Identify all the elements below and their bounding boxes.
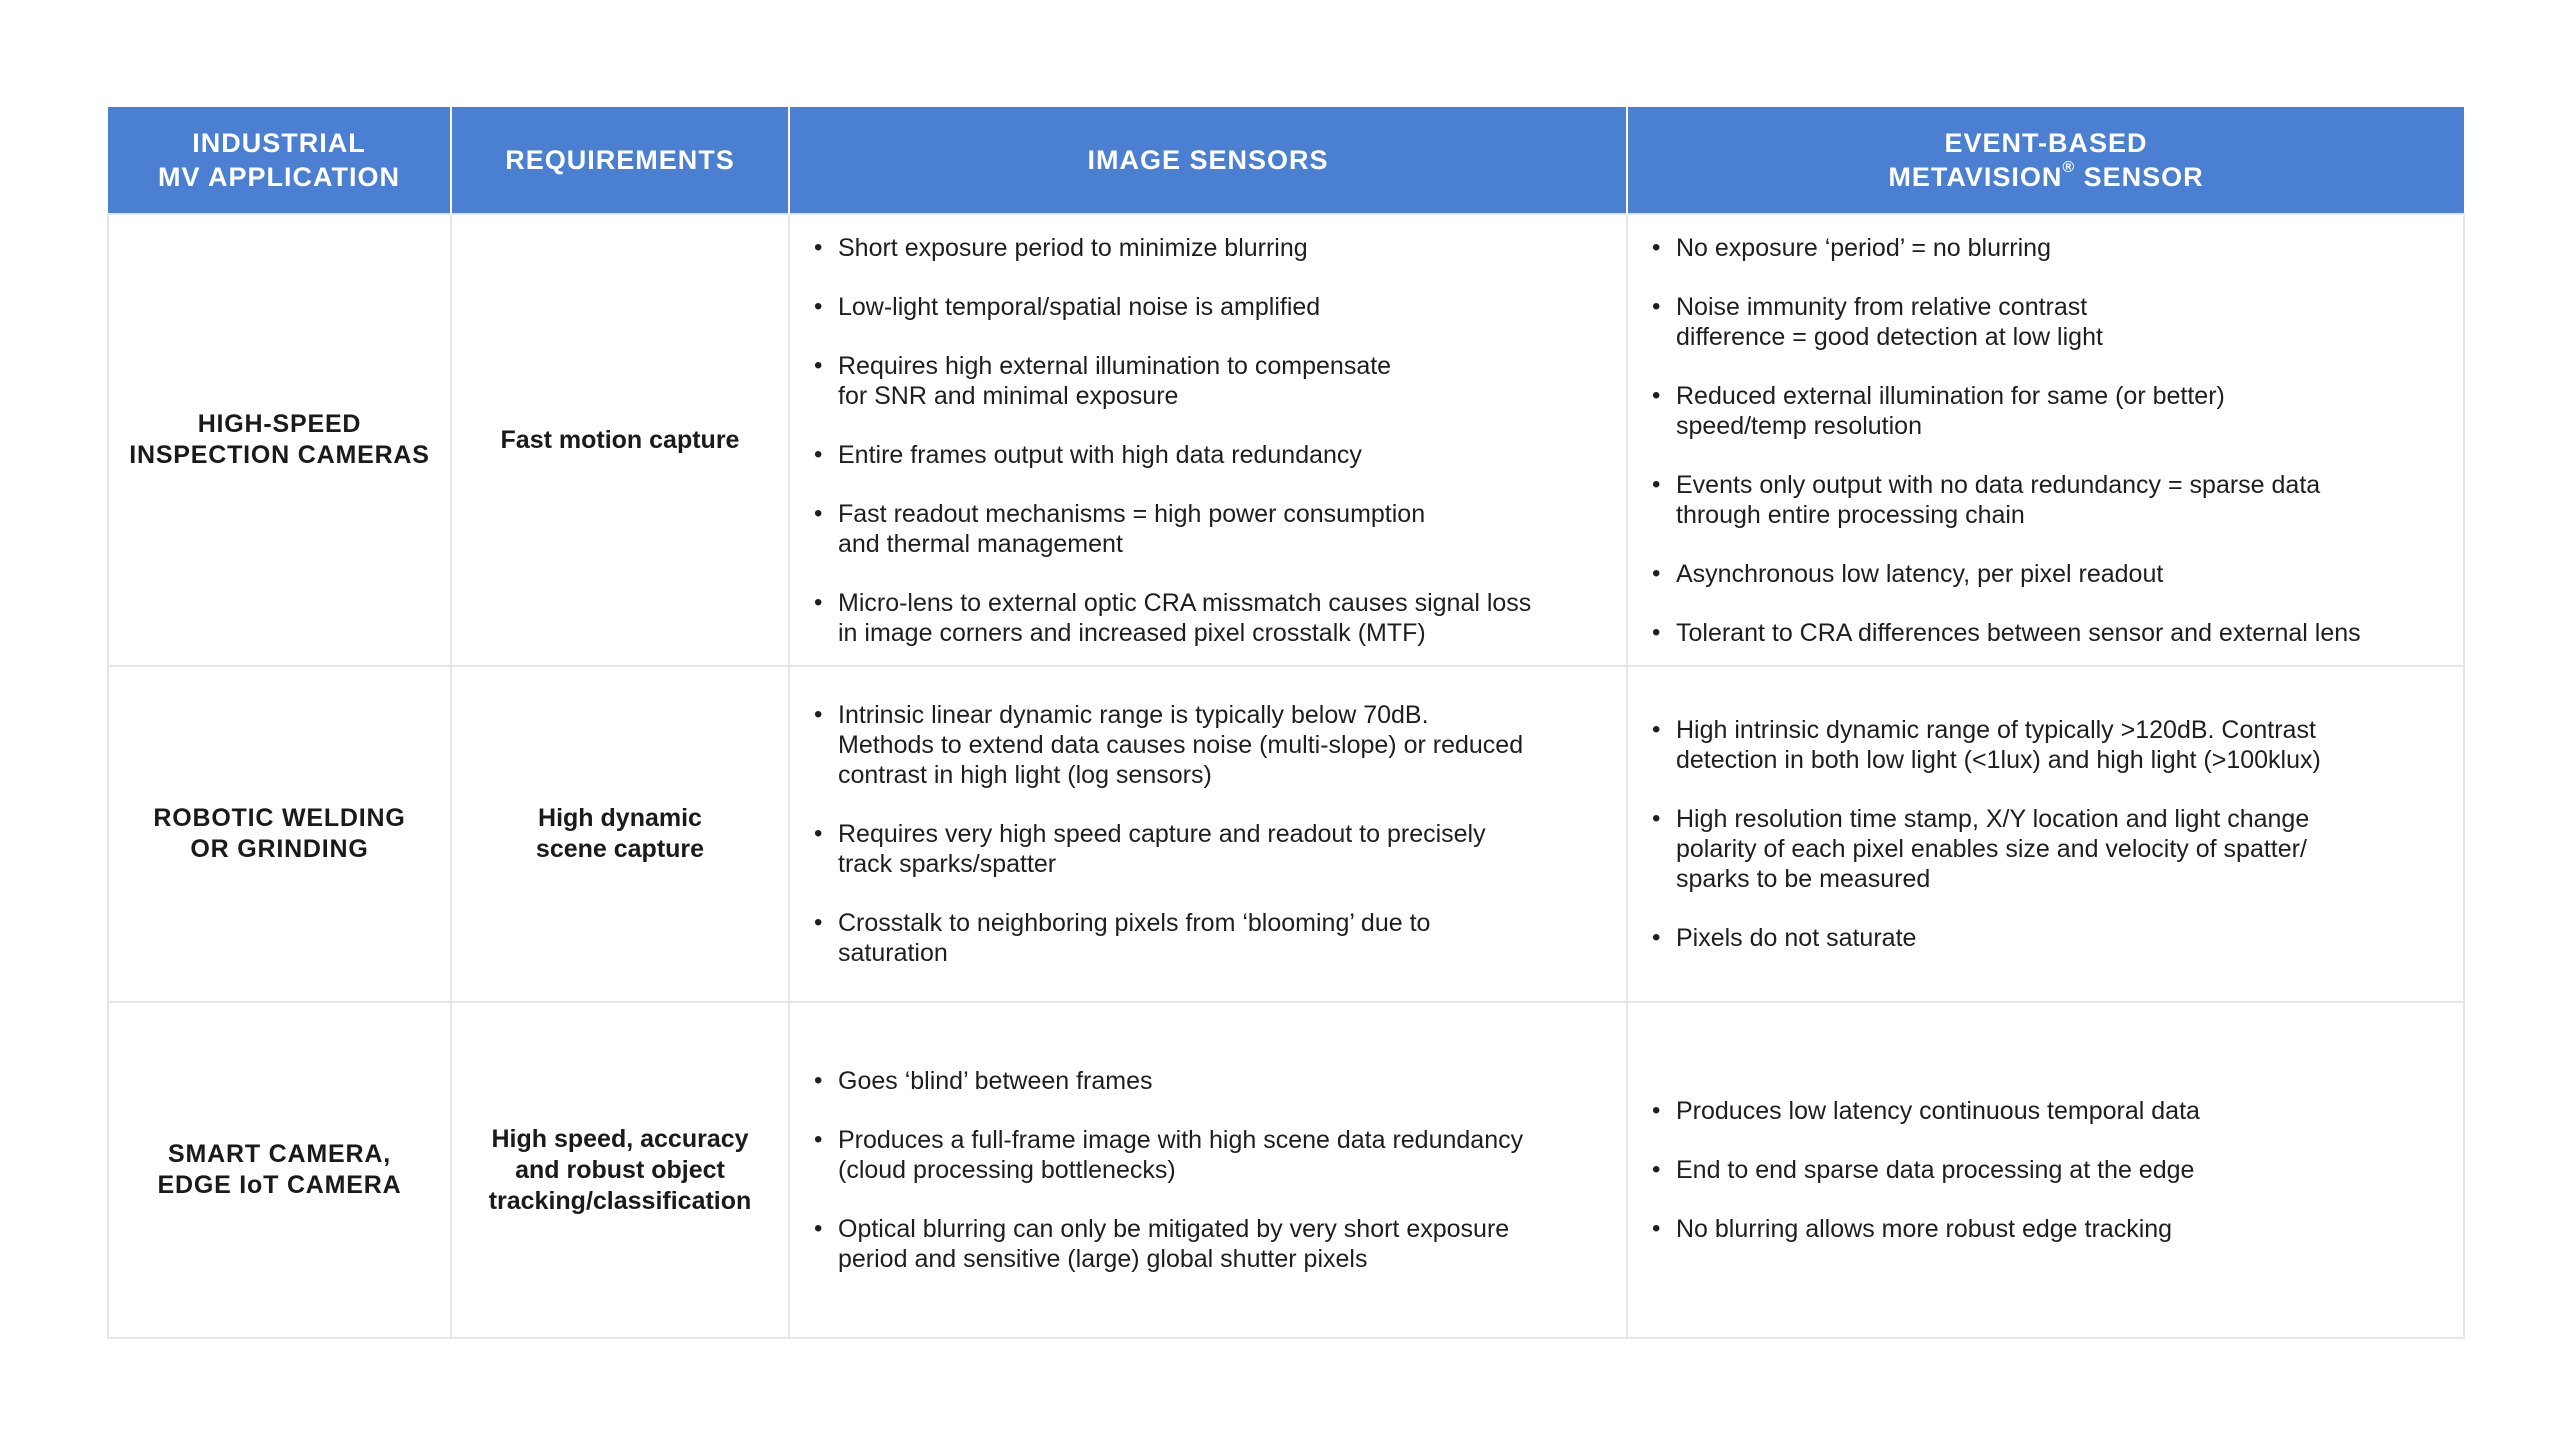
bullet-text-line: (cloud processing bottlenecks) [838,1156,1176,1184]
bullet-text-line: • Events only output with no data redundancy = sparse data [1676,470,2321,499]
bullet-text-line: speed/temp resolution [1676,411,1922,440]
bullet-item [1652,1214,2439,1244]
application-cell-line: EDGE IoT CAMERA [157,1171,402,1199]
bullet-item [1652,804,2439,894]
image-sensors-cell [789,666,1627,1002]
bullet-text-line: sparks to be measured [1676,865,1931,893]
table-header-row [108,107,2464,214]
header-application-line: INDUSTRIAL [192,128,366,158]
requirement-cell-line: tracking/classification [488,1186,752,1215]
application-cell-line: OR GRINDING [190,835,369,863]
header-application-line: MV APPLICATION [158,162,400,192]
bullet-item [1652,715,2439,775]
bullet-text-line: • Short exposure period to minimize blurring [838,233,1308,262]
bullet-text-line: • Tolerant to CRA differences between sensor and external lens [1676,618,2361,647]
bullet-text-line: • Produces a full-frame image with high scene data redundancy [838,1126,1524,1154]
bullet-text-line: • Produces low latency continuous temporal data [1676,1097,2200,1125]
bullet-item [814,292,1602,322]
requirement-cell [451,1002,789,1338]
bullet-item [814,351,1602,411]
table-row [108,666,2464,1002]
bullet-text-line: • Pixels do not saturate [1676,924,1917,952]
table-row [108,1002,2464,1338]
header-requirements [451,107,789,214]
bullet-text-line: track sparks/spatter [838,850,1057,878]
header-application [108,107,451,214]
bullet-text-line: saturation [838,939,948,967]
bullet-text-line: for SNR and minimal exposure [838,381,1179,410]
comparison-table [107,107,2465,1339]
event-sensor-cell-list [1652,1096,2439,1244]
application-cell-line: ROBOTIC WELDING [153,804,406,832]
event-sensor-cell [1627,666,2464,1002]
header-event-sensor-line [1644,160,2448,194]
application-cell [108,1002,451,1338]
header-sensor-word: SENSOR [2075,162,2204,192]
bullet-text-line: in image corners and increased pixel crosstalk (MTF) [838,618,1426,647]
comparison-table-container [107,107,2463,1339]
bullet-text-line: • Optical blurring can only be mitigated by very short exposure [838,1215,1510,1243]
header-event-sensor-line: EVENT-BASED [1944,128,2148,158]
application-cell-line: INSPECTION CAMERAS [129,441,430,469]
bullet-text-line: • Micro-lens to external optic CRA missmatch causes signal loss [838,588,1532,617]
bullet-item [814,1125,1602,1185]
application-cell-line: HIGH-SPEED [197,410,362,438]
application-cell [108,214,451,666]
requirement-cell-line: High dynamic [538,804,702,832]
bullet-text-line: • Low-light temporal/spatial noise is amplified [838,292,1321,321]
event-sensor-cell-list [1652,715,2439,953]
bullet-item [814,499,1602,559]
header-image-sensors [789,107,1627,214]
bullet-text-line: • Intrinsic linear dynamic range is typically below 70dB. [838,701,1429,729]
event-sensor-cell-list [1652,233,2439,648]
bullet-item [1652,1155,2439,1185]
bullet-item [814,819,1602,879]
requirement-cell [451,666,789,1002]
bullet-text-line: • Fast readout mechanisms = high power consumption [838,499,1426,528]
bullet-item [814,1066,1602,1096]
bullet-text-line: • No exposure ‘period’ = no blurring [1676,233,2051,262]
bullet-text-line: • High intrinsic dynamic range of typically >120dB. Contrast [1676,716,2316,744]
bullet-text-line: • Requires high external illumination to compensate [838,351,1392,380]
bullet-text-line: detection in both low light (<1lux) and high light (>100klux) [1676,746,2321,774]
bullet-item [814,588,1602,648]
bullet-item [1652,1096,2439,1126]
bullet-text-line: period and sensitive (large) global shutter pixels [838,1245,1368,1273]
bullet-item [1652,923,2439,953]
image-sensors-cell-list [814,233,1602,648]
header-image-sensors-label: IMAGE SENSORS [1087,145,1329,175]
bullet-text-line: • End to end sparse data processing at the edge [1676,1156,2195,1184]
bullet-text-line: contrast in high light (log sensors) [838,761,1212,789]
header-event-sensor [1627,107,2464,214]
bullet-text-line: through entire processing chain [1676,500,2025,529]
bullet-text-line: polarity of each pixel enables size and velocity of spatter/ [1676,835,2307,863]
bullet-item [1652,292,2439,352]
requirement-cell-line: High speed, accuracy [491,1124,749,1153]
bullet-text-line: • Requires very high speed capture and readout to precisely [838,820,1486,848]
bullet-text-line: • Goes ‘blind’ between frames [838,1067,1153,1095]
bullet-item [1652,618,2439,648]
requirement-cell-line: scene capture [535,835,705,863]
bullet-item [1652,233,2439,263]
application-cell-line: SMART CAMERA, [168,1140,391,1168]
bullet-text-line: • Asynchronous low latency, per pixel readout [1676,559,2164,588]
bullet-text-line: • High resolution time stamp, X/Y location and light change [1676,805,2310,833]
bullet-item [814,440,1602,470]
image-sensors-cell [789,1002,1627,1338]
bullet-text-line: Methods to extend data causes noise (multi-slope) or reduced [838,731,1524,759]
bullet-item [814,233,1602,263]
bullet-item [1652,470,2439,530]
event-sensor-cell [1627,1002,2464,1338]
bullet-text-line: and thermal management [838,529,1123,558]
bullet-text-line: • Entire frames output with high data redundancy [838,440,1362,469]
bullet-item [814,1214,1602,1274]
event-sensor-cell [1627,214,2464,666]
image-sensors-cell [789,214,1627,666]
image-sensors-cell-list [814,700,1602,968]
bullet-text-line: • Crosstalk to neighboring pixels from ‘blooming’ due to [838,909,1431,937]
bullet-text-line: • Noise immunity from relative contrast [1676,292,2088,321]
bullet-item [814,700,1602,790]
header-metavision-word: METAVISION [1888,162,2063,192]
requirement-cell-line: and robust object [515,1155,725,1184]
header-requirements-label: REQUIREMENTS [505,145,735,175]
bullet-item [1652,559,2439,589]
requirement-cell-line: Fast motion capture [500,425,740,454]
requirement-cell [451,214,789,666]
bullet-text-line: difference = good detection at low light [1676,322,2103,351]
bullet-item [814,908,1602,968]
table-row [108,214,2464,666]
bullet-item [1652,381,2439,441]
bullet-text-line: • No blurring allows more robust edge tracking [1676,1215,2173,1243]
registered-mark: ® [2062,159,2076,176]
application-cell [108,666,451,1002]
image-sensors-cell-list [814,1066,1602,1274]
bullet-text-line: • Reduced external illumination for same (or better) [1676,381,2225,410]
